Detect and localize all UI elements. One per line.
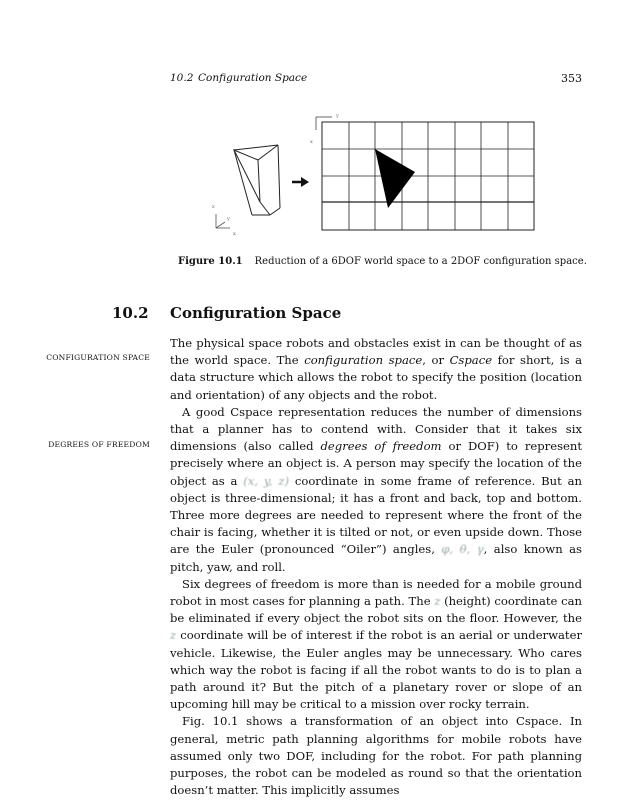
figure-caption (178, 256, 587, 267)
running-head-section-title: Configuration Space (198, 72, 308, 84)
figure-caption-label: Figure 10.1 (178, 256, 243, 267)
cspace-grid (322, 122, 534, 230)
p1-term-configuration-space: configuration space (304, 353, 423, 368)
margin-note-configuration-space: CONFIGURATION SPACE (46, 353, 150, 362)
p2-text-c: coordinate in some frame of reference. But an object is three-dimensional; it has a front and back, top and bottom. Three more degrees are needed to represent where the front of the chair is facing, whether it is tilted or not, or even upside down. Those are the Euler (pronounced “Oiler”) angles, (170, 473, 582, 557)
p2-coordinate-math: (x, y, z) (243, 473, 290, 488)
p1-text-c: for short, is a data structure which allows the robot to specify the position (location and orientation) of any objects and the robot. (170, 353, 582, 402)
paragraph-3 (170, 576, 582, 714)
p4-text-a: Fig. 10.1 shows a transformation of an object into Cspace. In general, metric path planning algorithms for mobile robots have assumed only two DOF, including for the robot. For path planning purposes, the robot can be modeled as round so that the orientation doesn’t matter. This implicitly assumes (170, 714, 582, 798)
cspace-axis-x-label: x (310, 139, 313, 145)
page-number: 353 (561, 72, 582, 85)
margin-note-degrees-of-freedom: DEGREES OF FREEDOM (48, 440, 150, 449)
p1-text-a: The physical space robots and obstacles exist in can be thought of as the world space. The (170, 336, 582, 368)
triangular-prism (234, 145, 280, 215)
world-axis-y-label: y (227, 216, 230, 222)
p2-text-a: A good Cspace representation reduces the number of dimensions that a planner has to contend with. Consider that it takes six dimensions (also called (170, 404, 582, 454)
section-title: Configuration Space (170, 304, 342, 322)
body-text (170, 335, 582, 799)
cspace-axes (316, 117, 332, 130)
figure-caption-text: Reduction of a 6DOF world space to a 2DOF configuration space. (254, 256, 587, 267)
p3-z-math-1: z (434, 594, 441, 609)
running-head (170, 72, 582, 88)
paragraph-1 (170, 335, 582, 404)
p3-text-b: (height) coordinate can be eliminated if every object the robot sits on the floor. However, the (170, 594, 582, 626)
p1-text-b: , or (422, 353, 450, 368)
p2-term-degrees-of-freedom: degrees of freedom (320, 439, 442, 454)
section-number: 10.2 (112, 304, 149, 322)
p1-term-cspace: Cspace (449, 353, 493, 368)
p2-text-d: , also known as pitch, yaw, and roll. (170, 542, 582, 574)
world-axis-x-label: x (233, 231, 236, 237)
cspace-axis-y-label: y (336, 113, 339, 119)
p3-text-a: Six degrees of freedom is more than is needed for a mobile ground robot in most cases for planning a path. The (170, 576, 582, 609)
arrow-icon (292, 177, 309, 187)
world-axis-z-label: z (212, 204, 215, 210)
p2-text-b: or DOF) to represent precisely where an object is. A person may specify the location of the object as a (170, 439, 583, 488)
p3-text-c: coordinate will be of interest if the robot is an aerial or underwater vehicle. Likewise, the Euler angles may be unnecessary. Who cares which way the robot is facing if all the robot wants to do is to plan a path around it? But the pitch of a planetary rover or slope of an upcoming hill may be critical to a mission over rocky terrain. (170, 628, 582, 712)
running-head-section-number: 10.2 (170, 72, 194, 84)
paragraph-4 (170, 713, 582, 799)
figure-10-1 (200, 108, 560, 243)
cspace-object-triangle (375, 149, 415, 208)
p3-z-math-2: z (170, 628, 177, 643)
paragraph-2 (170, 404, 582, 576)
figure-drawing (200, 108, 560, 243)
p2-euler-angles-math: φ, θ, γ (441, 542, 484, 557)
